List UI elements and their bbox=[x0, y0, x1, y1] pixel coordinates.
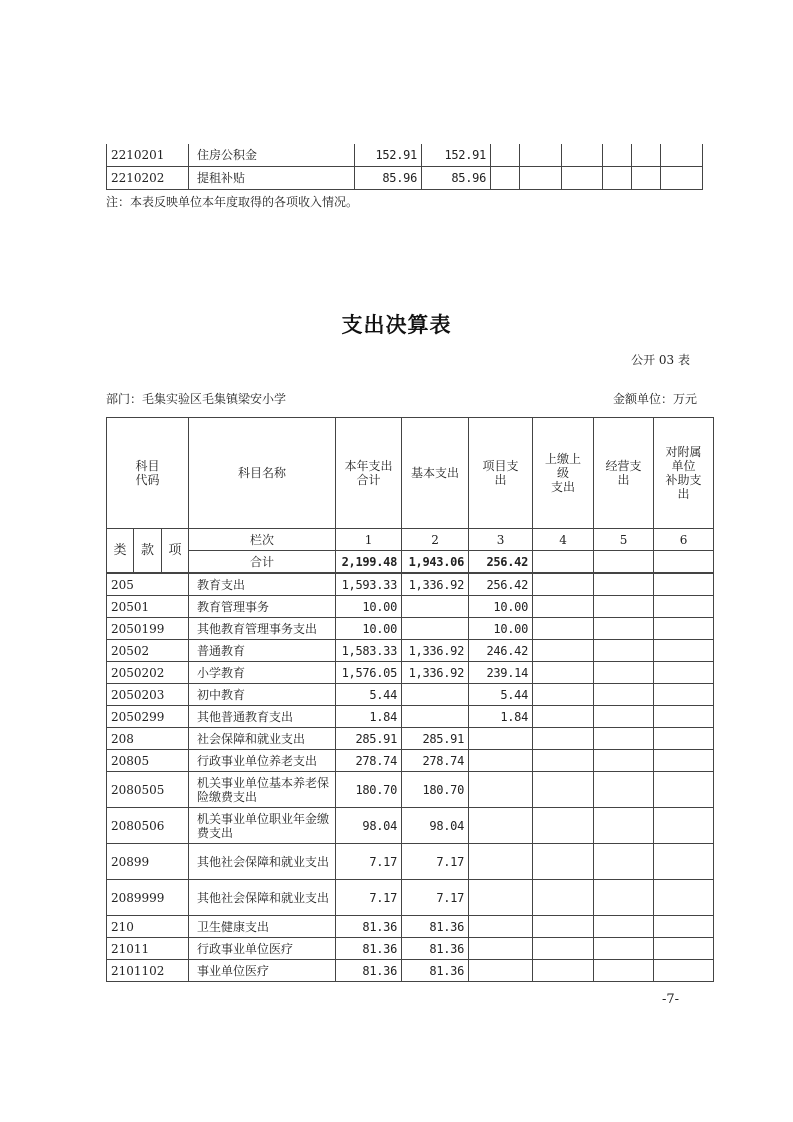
cell-basic: 98.04 bbox=[402, 808, 469, 844]
cell-total: 98.04 bbox=[336, 808, 402, 844]
table-row bbox=[107, 706, 714, 728]
cell-total: 180.70 bbox=[336, 772, 402, 808]
cell-empty bbox=[594, 662, 654, 684]
column-number: 4 bbox=[533, 529, 594, 551]
cell-total: 85.96 bbox=[355, 167, 422, 190]
cell-empty bbox=[533, 808, 594, 844]
cell-empty bbox=[661, 144, 703, 167]
header-xiang: 项 bbox=[162, 529, 189, 574]
cell-empty bbox=[594, 684, 654, 706]
table-row bbox=[107, 167, 703, 190]
cell-code: 205 bbox=[107, 573, 189, 596]
cell-empty bbox=[594, 750, 654, 772]
cell-empty bbox=[533, 728, 594, 750]
cell-empty bbox=[654, 750, 714, 772]
cell-total: 152.91 bbox=[355, 144, 422, 167]
cell-basic: 81.36 bbox=[402, 960, 469, 982]
header-business bbox=[594, 418, 654, 529]
cell-empty bbox=[491, 167, 520, 190]
cell-project bbox=[469, 750, 533, 772]
cell-empty bbox=[632, 167, 661, 190]
cell-empty bbox=[594, 573, 654, 596]
cell-empty bbox=[533, 618, 594, 640]
cell-code: 2080506 bbox=[107, 808, 189, 844]
cell-total: 1,583.33 bbox=[336, 640, 402, 662]
cell-empty bbox=[594, 916, 654, 938]
cell-basic: 81.36 bbox=[402, 938, 469, 960]
cell-project: 246.42 bbox=[469, 640, 533, 662]
cell-basic: 7.17 bbox=[402, 880, 469, 916]
cell-basic: 1,336.92 bbox=[402, 640, 469, 662]
column-number: 3 bbox=[469, 529, 533, 551]
cell-total: 5.44 bbox=[336, 684, 402, 706]
cell-code: 208 bbox=[107, 728, 189, 750]
cell-code: 2050203 bbox=[107, 684, 189, 706]
cell-empty bbox=[533, 596, 594, 618]
cell-project bbox=[469, 938, 533, 960]
cell-basic: 278.74 bbox=[402, 750, 469, 772]
table-row bbox=[107, 144, 703, 167]
cell-empty bbox=[654, 573, 714, 596]
cell-empty bbox=[654, 684, 714, 706]
cell-empty bbox=[603, 144, 632, 167]
cell-total: 10.00 bbox=[336, 618, 402, 640]
sum-project: 256.42 bbox=[469, 551, 533, 574]
cell-code: 20501 bbox=[107, 596, 189, 618]
cell-code: 20805 bbox=[107, 750, 189, 772]
cell-basic bbox=[402, 596, 469, 618]
header-upper bbox=[533, 418, 594, 529]
cell-project: 239.14 bbox=[469, 662, 533, 684]
cell-name: 事业单位医疗 bbox=[189, 960, 336, 982]
table-row bbox=[107, 618, 714, 640]
table-row bbox=[107, 960, 714, 982]
cell-empty bbox=[594, 844, 654, 880]
cell-empty bbox=[594, 938, 654, 960]
cell-empty bbox=[594, 808, 654, 844]
header-label: 基本支出 bbox=[411, 466, 460, 480]
cell-empty bbox=[603, 167, 632, 190]
cell-empty bbox=[594, 880, 654, 916]
header-label: 对附属 单位 补助支 出 bbox=[665, 445, 702, 501]
department-label: 部门：毛集实验区毛集镇梁安小学 bbox=[106, 392, 287, 406]
cell-total: 81.36 bbox=[336, 916, 402, 938]
cell-name: 教育支出 bbox=[189, 573, 336, 596]
expenditure-table bbox=[106, 417, 714, 982]
cell-code: 2080505 bbox=[107, 772, 189, 808]
cell-empty bbox=[632, 144, 661, 167]
cell-total: 1,576.05 bbox=[336, 662, 402, 684]
cell-empty bbox=[533, 662, 594, 684]
column-label: 栏次 bbox=[189, 529, 336, 551]
cell-empty bbox=[533, 750, 594, 772]
header-project bbox=[469, 418, 533, 529]
cell-name: 其他社会保障和就业支出 bbox=[189, 880, 336, 916]
cell-empty bbox=[562, 144, 603, 167]
cell-empty bbox=[654, 772, 714, 808]
cell-empty bbox=[594, 706, 654, 728]
page-title: 支出决算表 bbox=[341, 313, 452, 337]
header-label: 本年支出 合计 bbox=[344, 459, 393, 487]
cell-empty bbox=[654, 728, 714, 750]
cell-project bbox=[469, 808, 533, 844]
table-row bbox=[107, 750, 714, 772]
table-row bbox=[107, 573, 714, 596]
cell-project bbox=[469, 844, 533, 880]
cell-project: 10.00 bbox=[469, 596, 533, 618]
header-label: 经营支 出 bbox=[605, 459, 642, 487]
cell-name: 机关事业单位职业年金缴费支出 bbox=[189, 808, 336, 844]
cell-code: 2089999 bbox=[107, 880, 189, 916]
cell-code: 21011 bbox=[107, 938, 189, 960]
table-row bbox=[107, 938, 714, 960]
cell-project bbox=[469, 772, 533, 808]
table-row bbox=[107, 844, 714, 880]
cell-empty bbox=[520, 144, 562, 167]
column-number: 1 bbox=[336, 529, 402, 551]
amount-unit-label: 金额单位：万元 bbox=[612, 392, 697, 406]
cell-empty bbox=[533, 844, 594, 880]
cell-empty bbox=[533, 880, 594, 916]
cell-name: 卫生健康支出 bbox=[189, 916, 336, 938]
cell-project bbox=[469, 728, 533, 750]
cell-code: 2050299 bbox=[107, 706, 189, 728]
cell-empty bbox=[533, 938, 594, 960]
cell-code: 2050202 bbox=[107, 662, 189, 684]
cell-empty bbox=[533, 684, 594, 706]
cell-empty bbox=[654, 844, 714, 880]
cell-basic: 7.17 bbox=[402, 844, 469, 880]
sum-basic: 1,943.06 bbox=[402, 551, 469, 574]
cell-empty bbox=[533, 960, 594, 982]
cell-total: 7.17 bbox=[336, 844, 402, 880]
table-row bbox=[107, 640, 714, 662]
cell-total: 81.36 bbox=[336, 960, 402, 982]
cell-empty bbox=[491, 144, 520, 167]
header-total bbox=[336, 418, 402, 529]
sum-label: 合计 bbox=[189, 551, 336, 574]
cell-empty bbox=[654, 960, 714, 982]
cell-name: 其他普通教育支出 bbox=[189, 706, 336, 728]
table-row bbox=[107, 684, 714, 706]
cell-empty bbox=[533, 916, 594, 938]
cell-basic bbox=[402, 618, 469, 640]
cell-name: 其他教育管理事务支出 bbox=[189, 618, 336, 640]
cell-code: 20899 bbox=[107, 844, 189, 880]
cell-code: 2210202 bbox=[107, 167, 189, 190]
column-number: 5 bbox=[594, 529, 654, 551]
table-number: 公开 03 表 bbox=[631, 353, 690, 367]
cell-name: 机关事业单位基本养老保险缴费支出 bbox=[189, 772, 336, 808]
cell-name: 教育管理事务 bbox=[189, 596, 336, 618]
cell-total: 278.74 bbox=[336, 750, 402, 772]
cell-project bbox=[469, 916, 533, 938]
cell-empty bbox=[594, 960, 654, 982]
cell-basic: 152.91 bbox=[422, 144, 491, 167]
cell-empty bbox=[594, 618, 654, 640]
table-row bbox=[107, 728, 714, 750]
cell-empty bbox=[594, 772, 654, 808]
cell-project: 10.00 bbox=[469, 618, 533, 640]
header-name bbox=[189, 418, 336, 529]
header-label: 项目支 出 bbox=[482, 459, 519, 487]
cell-empty bbox=[661, 167, 703, 190]
cell-empty bbox=[594, 728, 654, 750]
cell-basic bbox=[402, 706, 469, 728]
cell-empty bbox=[654, 596, 714, 618]
cell-basic: 1,336.92 bbox=[402, 573, 469, 596]
cell-empty bbox=[562, 167, 603, 190]
cell-empty bbox=[533, 706, 594, 728]
cell-empty bbox=[654, 880, 714, 916]
sum-subsidy bbox=[654, 551, 714, 574]
table-row bbox=[107, 808, 714, 844]
cell-total: 1,593.33 bbox=[336, 573, 402, 596]
cell-project: 256.42 bbox=[469, 573, 533, 596]
sum-row bbox=[107, 551, 714, 574]
cell-empty bbox=[533, 640, 594, 662]
header-code bbox=[107, 418, 189, 529]
cell-name: 其他社会保障和就业支出 bbox=[189, 844, 336, 880]
sum-upper bbox=[533, 551, 594, 574]
cell-total: 1.84 bbox=[336, 706, 402, 728]
cell-total: 7.17 bbox=[336, 880, 402, 916]
table-row bbox=[107, 596, 714, 618]
cell-empty bbox=[654, 640, 714, 662]
cell-basic bbox=[402, 684, 469, 706]
cell-name: 社会保障和就业支出 bbox=[189, 728, 336, 750]
sum-business bbox=[594, 551, 654, 574]
cell-name: 行政事业单位医疗 bbox=[189, 938, 336, 960]
cell-name: 行政事业单位养老支出 bbox=[189, 750, 336, 772]
cell-basic: 1,336.92 bbox=[402, 662, 469, 684]
cell-basic: 81.36 bbox=[402, 916, 469, 938]
cell-project: 5.44 bbox=[469, 684, 533, 706]
cell-code: 2050199 bbox=[107, 618, 189, 640]
table-row bbox=[107, 916, 714, 938]
header-subsidy bbox=[654, 418, 714, 529]
cell-name: 住房公积金 bbox=[189, 144, 355, 167]
cell-empty bbox=[520, 167, 562, 190]
header-label: 科目名称 bbox=[238, 466, 287, 480]
header-row bbox=[107, 418, 714, 529]
cell-basic: 285.91 bbox=[402, 728, 469, 750]
column-number: 6 bbox=[654, 529, 714, 551]
table-row bbox=[107, 772, 714, 808]
cell-total: 81.36 bbox=[336, 938, 402, 960]
income-table-continuation bbox=[106, 144, 703, 190]
column-number-row bbox=[107, 529, 714, 551]
cell-empty bbox=[594, 596, 654, 618]
cell-basic: 180.70 bbox=[402, 772, 469, 808]
cell-empty bbox=[654, 916, 714, 938]
cell-empty bbox=[654, 938, 714, 960]
column-number: 2 bbox=[402, 529, 469, 551]
cell-name: 普通教育 bbox=[189, 640, 336, 662]
page-number: -7- bbox=[662, 992, 680, 1007]
header-lei: 类 bbox=[107, 529, 134, 574]
table-row bbox=[107, 880, 714, 916]
header-basic bbox=[402, 418, 469, 529]
cell-empty bbox=[654, 662, 714, 684]
cell-code: 20502 bbox=[107, 640, 189, 662]
cell-code: 2101102 bbox=[107, 960, 189, 982]
header-label: 科目 代码 bbox=[135, 459, 160, 487]
table-row bbox=[107, 662, 714, 684]
table-note: 注：本表反映单位本年度取得的各项收入情况。 bbox=[106, 195, 359, 209]
cell-empty bbox=[654, 618, 714, 640]
cell-total: 10.00 bbox=[336, 596, 402, 618]
cell-empty bbox=[654, 808, 714, 844]
cell-project: 1.84 bbox=[469, 706, 533, 728]
sum-total: 2,199.48 bbox=[336, 551, 402, 574]
cell-code: 2210201 bbox=[107, 144, 189, 167]
cell-empty bbox=[533, 772, 594, 808]
cell-project bbox=[469, 960, 533, 982]
cell-name: 初中教育 bbox=[189, 684, 336, 706]
cell-empty bbox=[594, 640, 654, 662]
cell-name: 提租补贴 bbox=[189, 167, 355, 190]
header-kuan: 款 bbox=[134, 529, 162, 574]
cell-empty bbox=[533, 573, 594, 596]
cell-total: 285.91 bbox=[336, 728, 402, 750]
cell-empty bbox=[654, 706, 714, 728]
cell-project bbox=[469, 880, 533, 916]
cell-basic: 85.96 bbox=[422, 167, 491, 190]
header-label: 上缴上 级 支出 bbox=[545, 452, 582, 494]
cell-code: 210 bbox=[107, 916, 189, 938]
cell-name: 小学教育 bbox=[189, 662, 336, 684]
